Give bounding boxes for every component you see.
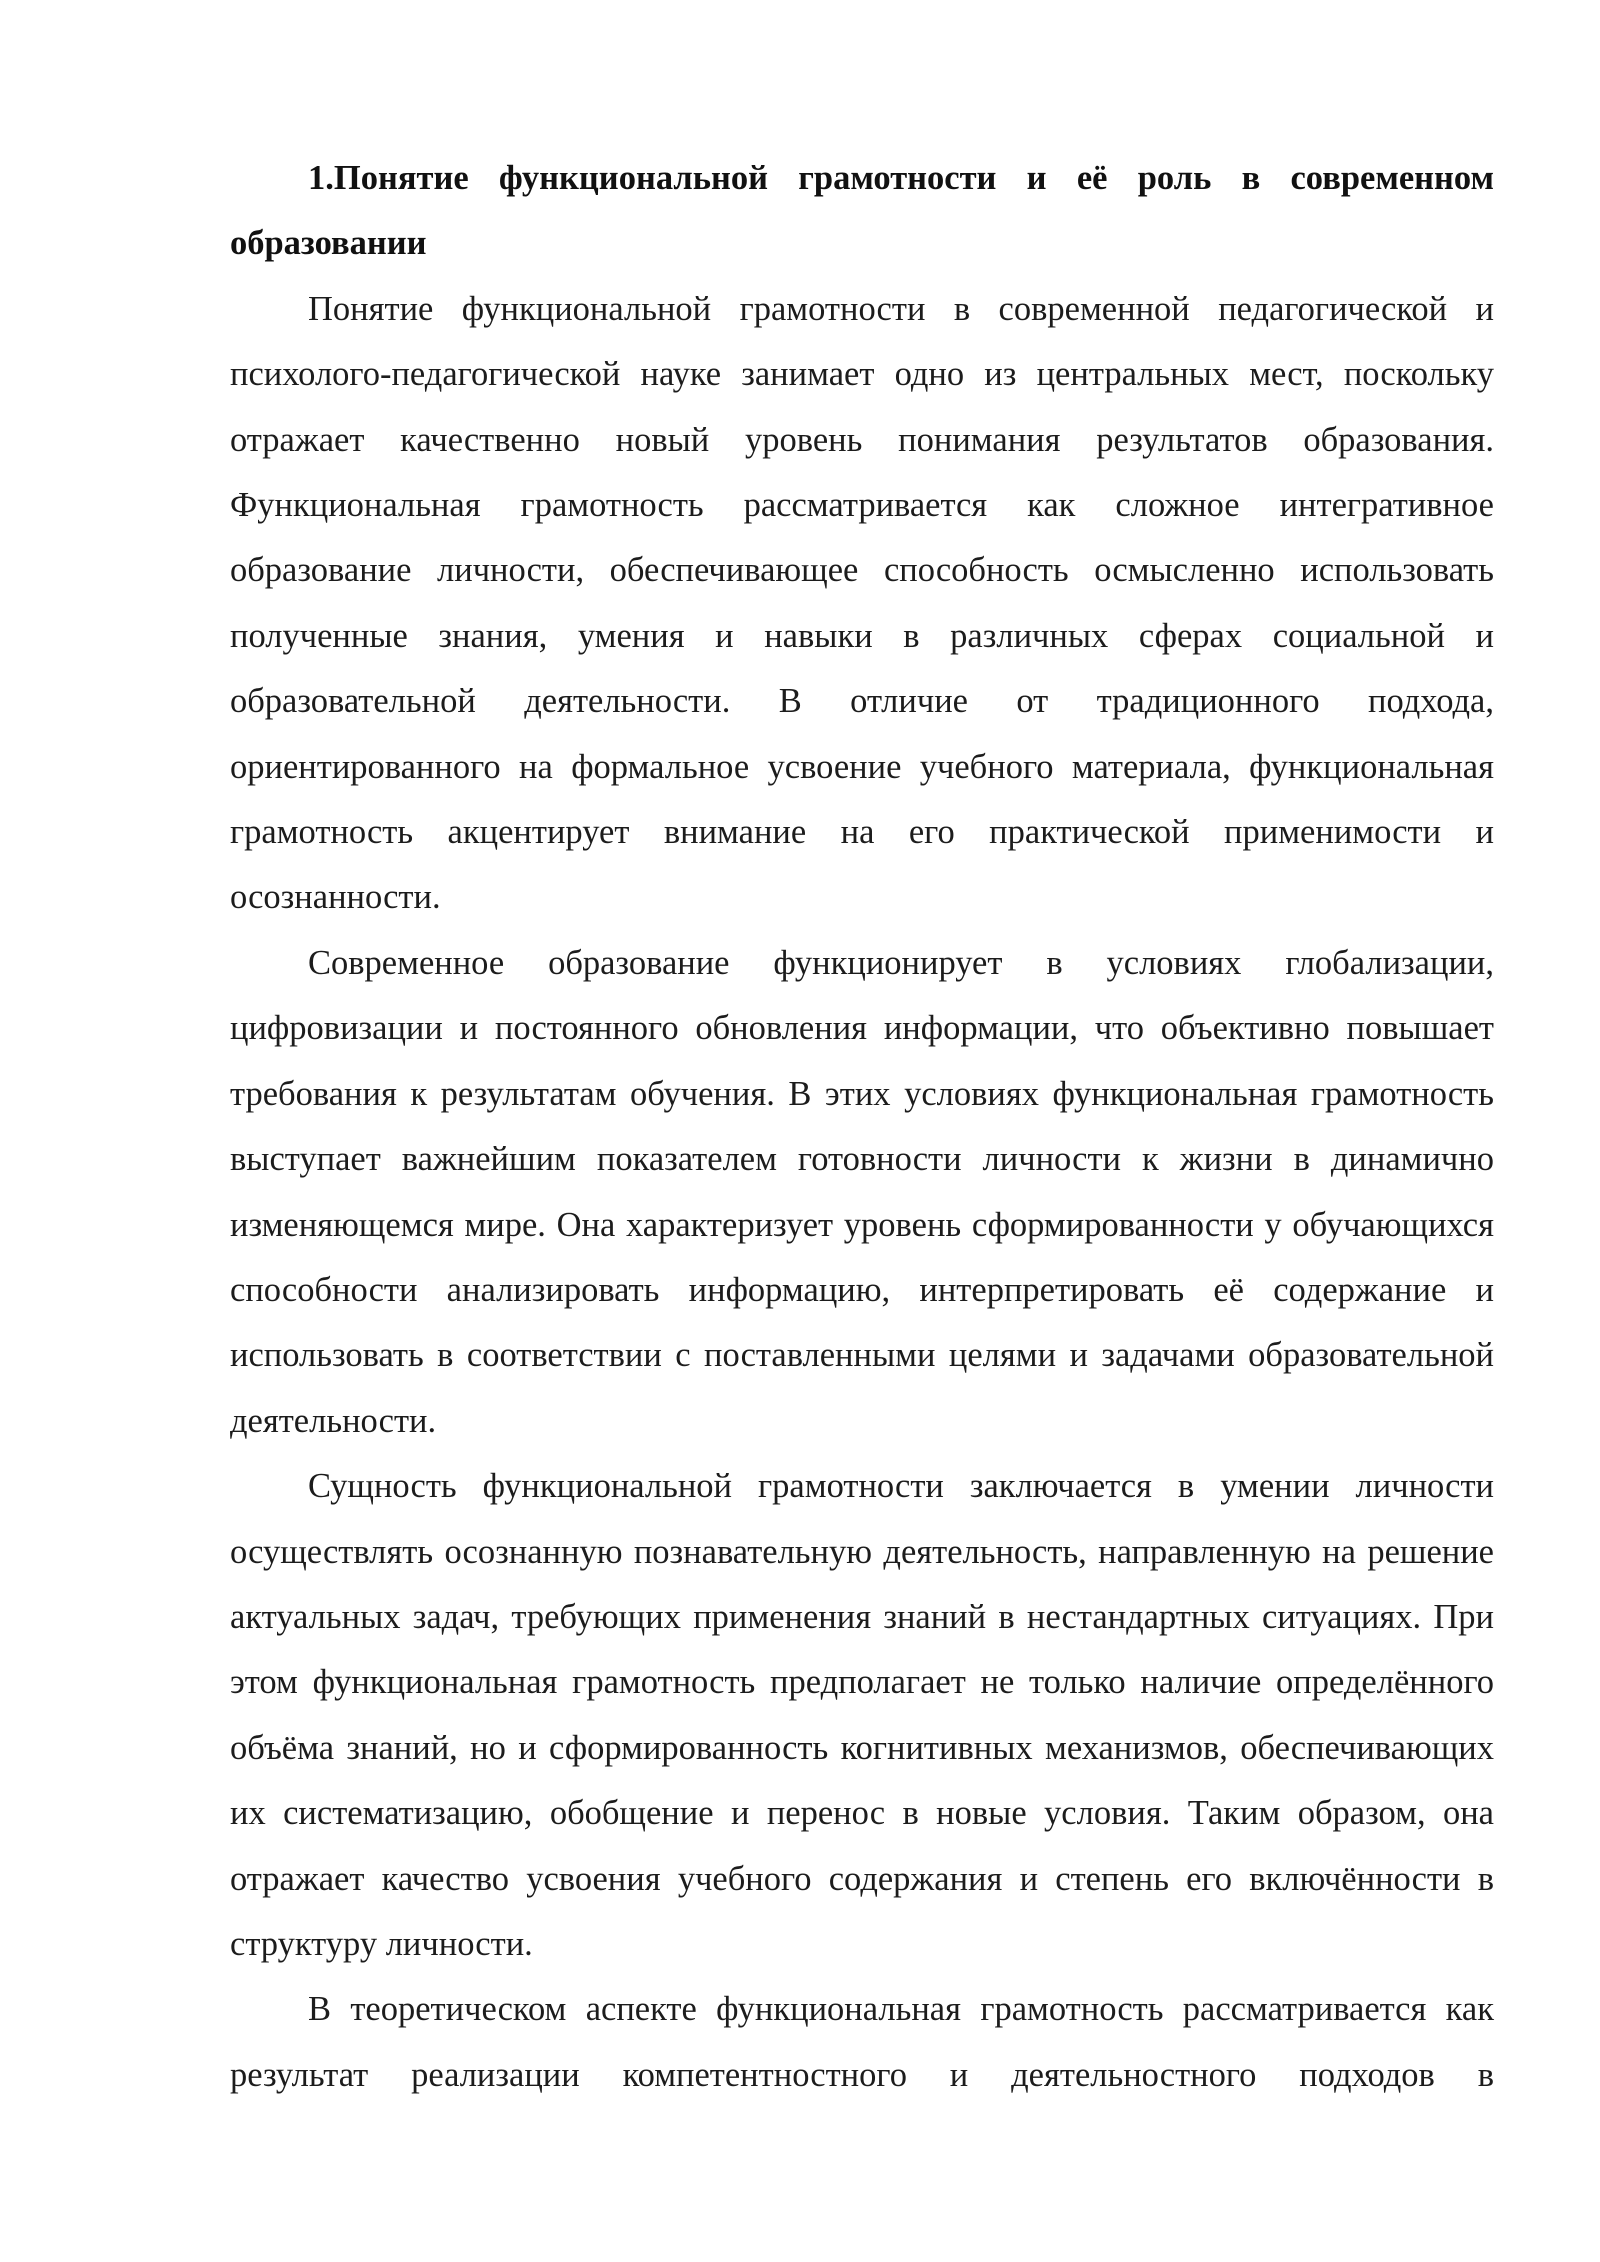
paragraph: В теоретическом аспекте функциональная грамотность рассматривается как результат реализации компетентностного и деятельностного подходов в [230, 1990, 1494, 2094]
paragraph: Сущность функциональной грамотности заключается в умении личности осуществлять осознанную познавательную деятельность, направленную на решение актуальных задач, требующих применения знаний в нестандартных ситуациях. При этом функциональная грамотность предполагает не только наличие определённого объёма знаний, но и сформированность когнитивных механизмов, обеспечивающих их систематизацию, обобщение и перенос в новые условия. Таким образом, она отражает качество усвоения учебного содержания и степень его включённости в структуру личности. [230, 1467, 1494, 1963]
paragraph: Понятие функциональной грамотности в современной педагогической и психолого-педагогической науке занимает одно из центральных мест, поскольку отражает качественно новый уровень понимания результатов образования. Функциональная грамотность рассматривается как сложное интегративное образование личности, обеспечивающее способность осмысленно использовать полученные знания, умения и навыки в различных сферах социальной и образовательной деятельности. В отличие от традиционного подхода, ориентированного на формальное усвоение учебного материала, функциональная грамотность акцентирует внимание на его практической применимости и осознанности. [230, 289, 1494, 917]
document-body [230, 146, 1494, 2108]
paragraph: Современное образование функционирует в условиях глобализации, цифровизации и постоянного обновления информации, что объективно повышает требования к результатам обучения. В этих условиях функциональная грамотность выступает важнейшим показателем готовности личности к жизни в динамично изменяющемся мире. Она характеризует уровень сформированности у обучающихся способности анализировать информацию, интерпретировать её содержание и использовать в соответствии с поставленными целями и задачами образовательной деятельности. [230, 943, 1494, 1440]
section-heading: 1.Понятие функциональной грамотности и её роль в современном образовании [230, 159, 1494, 263]
